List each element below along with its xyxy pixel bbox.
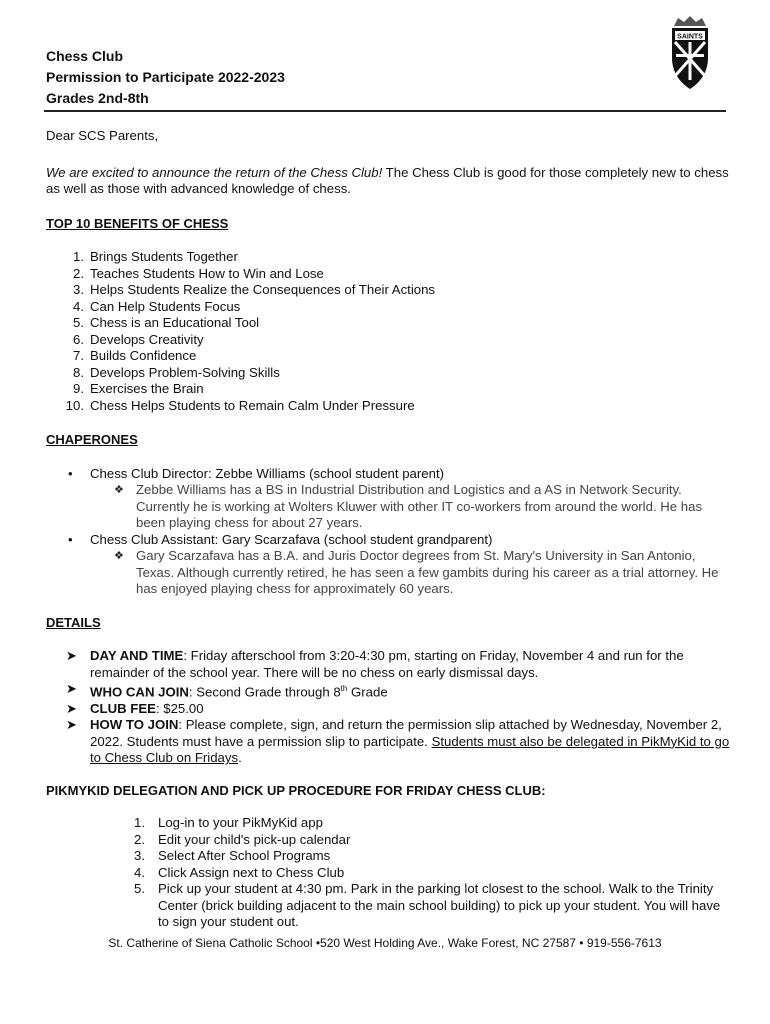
intro-text: The Chess Club is good for those completely new to chess as well as those with advanced knowledge of chess. (46, 164, 729, 196)
item-number: 10. (65, 397, 84, 413)
item-text: Brings Students Together (90, 249, 238, 264)
list-item (46, 881, 730, 931)
superscript: th (340, 684, 348, 693)
item-number: 4. (73, 298, 84, 314)
list-item (46, 701, 730, 718)
arrow-bullet-icon: ➤ (66, 681, 78, 696)
diamond-bullet-icon: ❖ (114, 484, 124, 496)
item-text: Click Assign next to Chess Club (158, 864, 345, 880)
list-item (46, 532, 730, 598)
pikmykid-heading: PIKMYKID DELEGATION AND PICK UP PROCEDURE FOR FRIDAY CHESS CLUB: (46, 782, 546, 798)
bio-text: Zebbe Williams has a BS in Industrial Distribution and Logistics and a AS in Network Security. Currently he is working at Wolters Kluwer with other IT co-workers from around the world. He has been playing chess for about 27 years. (136, 482, 703, 530)
item-number: 1. (73, 249, 84, 264)
header-divider (44, 110, 726, 112)
detail-text: . (238, 750, 242, 766)
header-subtitle: Permission to Participate 2022-2023 (46, 69, 285, 85)
detail-text: : Friday afterschool from 3:20-4:30 pm, starting on Friday, November 4 and run for the remainder of the school year. There will be no chess on early dismissal days. (90, 648, 684, 680)
list-item (46, 249, 730, 266)
list-item (46, 832, 730, 849)
list-item (46, 398, 730, 415)
document-header (46, 46, 686, 109)
list-item (46, 648, 730, 681)
bullet-icon: • (68, 531, 73, 547)
saints-shield-logo (668, 14, 712, 90)
item-text: Develops Problem-Solving Skills (90, 364, 280, 380)
details-heading: DETAILS (46, 614, 101, 630)
item-text: Pick up your student at 4:30 pm. Park in the parking lot closest to the school. Walk to the Trinity Center (brick building adjacent to the main school building) to pick up your student. You will have to sign your student out. (158, 881, 721, 930)
header-title: Chess Club (46, 48, 124, 64)
item-number: 5. (73, 315, 84, 330)
detail-text: : $25.00 (155, 700, 204, 716)
item-text: Helps Students Realize the Consequences of Their Actions (90, 282, 436, 297)
item-text: Teaches Students How to Win and Lose (90, 265, 324, 281)
detail-text: Grade (347, 684, 388, 700)
arrow-bullet-icon: ➤ (66, 648, 78, 663)
item-text: Chess is an Educational Tool (90, 315, 260, 330)
item-text: Builds Confidence (90, 348, 197, 363)
detail-text: : Please complete, sign, and return the permission slip attached by Wednesday, November 2, 2022. Students must have a permission slip to participate. (90, 717, 722, 749)
list-item (46, 282, 730, 299)
letter-body (46, 128, 730, 931)
item-number: 7. (73, 348, 84, 363)
item-number: 9. (73, 381, 84, 396)
list-item (46, 299, 730, 316)
detail-label: HOW TO JOIN (90, 717, 179, 733)
detail-text: : Second Grade through 8 (188, 684, 341, 700)
list-item (46, 332, 730, 349)
item-text: Can Help Students Focus (90, 298, 241, 314)
details-list (46, 648, 730, 767)
director-line: Chess Club Director: Zebbe Williams (school student parent) (90, 465, 445, 481)
item-number: 2. (73, 265, 84, 281)
item-number: 3. (134, 848, 145, 864)
list-item (46, 466, 730, 532)
list-item (46, 315, 730, 332)
list-item (46, 848, 730, 865)
assistant-line: Chess Club Assistant: Gary Scarzafava (school student grandparent) (90, 531, 493, 547)
bullet-icon: • (68, 465, 73, 481)
list-item (46, 681, 730, 701)
item-number: 5. (134, 881, 145, 897)
list-item (46, 266, 730, 283)
item-number: 1. (134, 815, 145, 831)
list-item (46, 348, 730, 365)
item-text: Exercises the Brain (90, 381, 204, 396)
detail-label: CLUB FEE (90, 700, 156, 716)
school-footer: St. Catherine of Siena Catholic School •520 West Holding Ave., Wake Forest, NC 27587 • 919-556-7613 (108, 936, 662, 950)
item-text: Develops Creativity (90, 331, 204, 347)
detail-label: DAY AND TIME (90, 648, 184, 663)
bio-text: Gary Scarzafava has a B.A. and Juris Doctor degrees from St. Mary's University in San Antonio, Texas. Although currently retired, he has seen a few gambits during his career as a trial attorney. He has enjoyed playing chess for approximately 60 years. (136, 548, 719, 596)
chaperones-heading: CHAPERONES (46, 432, 138, 447)
chaperones-list (46, 466, 730, 598)
list-item (46, 381, 730, 398)
pickup-steps-list (46, 815, 730, 931)
diamond-bullet-icon: ❖ (114, 550, 124, 562)
underlined-note: Students must also be delegated in PikMyKid to go to Chess Club on Fridays (90, 733, 730, 766)
arrow-bullet-icon: ➤ (66, 717, 78, 733)
item-text: Log-in to your PikMyKid app (158, 815, 323, 831)
header-grades: Grades 2nd-8th (46, 90, 149, 106)
item-number: 4. (134, 864, 145, 880)
item-number: 3. (73, 282, 84, 297)
item-number: 8. (73, 364, 84, 380)
director-bio (46, 482, 730, 532)
detail-label: WHO CAN JOIN (90, 684, 189, 700)
list-item (46, 815, 730, 832)
item-text: Chess Helps Students to Remain Calm Under Pressure (90, 397, 415, 413)
item-text: Select After School Programs (158, 848, 331, 864)
assistant-bio (46, 548, 730, 598)
item-number: 6. (73, 331, 84, 347)
intro-paragraph (46, 165, 730, 198)
benefits-heading: TOP 10 BENEFITS OF CHESS (46, 215, 229, 231)
benefits-list (46, 249, 730, 414)
list-item (46, 365, 730, 382)
intro-italic: We are excited to announce the return of the Chess Club! (46, 164, 383, 180)
arrow-bullet-icon: ➤ (66, 700, 78, 716)
list-item (46, 865, 730, 882)
list-item (46, 717, 730, 767)
item-text: Edit your child's pick-up calendar (158, 831, 351, 847)
item-number: 2. (134, 831, 145, 847)
greeting: Dear SCS Parents, (46, 128, 159, 143)
logo-text: SAINTS (677, 33, 703, 41)
